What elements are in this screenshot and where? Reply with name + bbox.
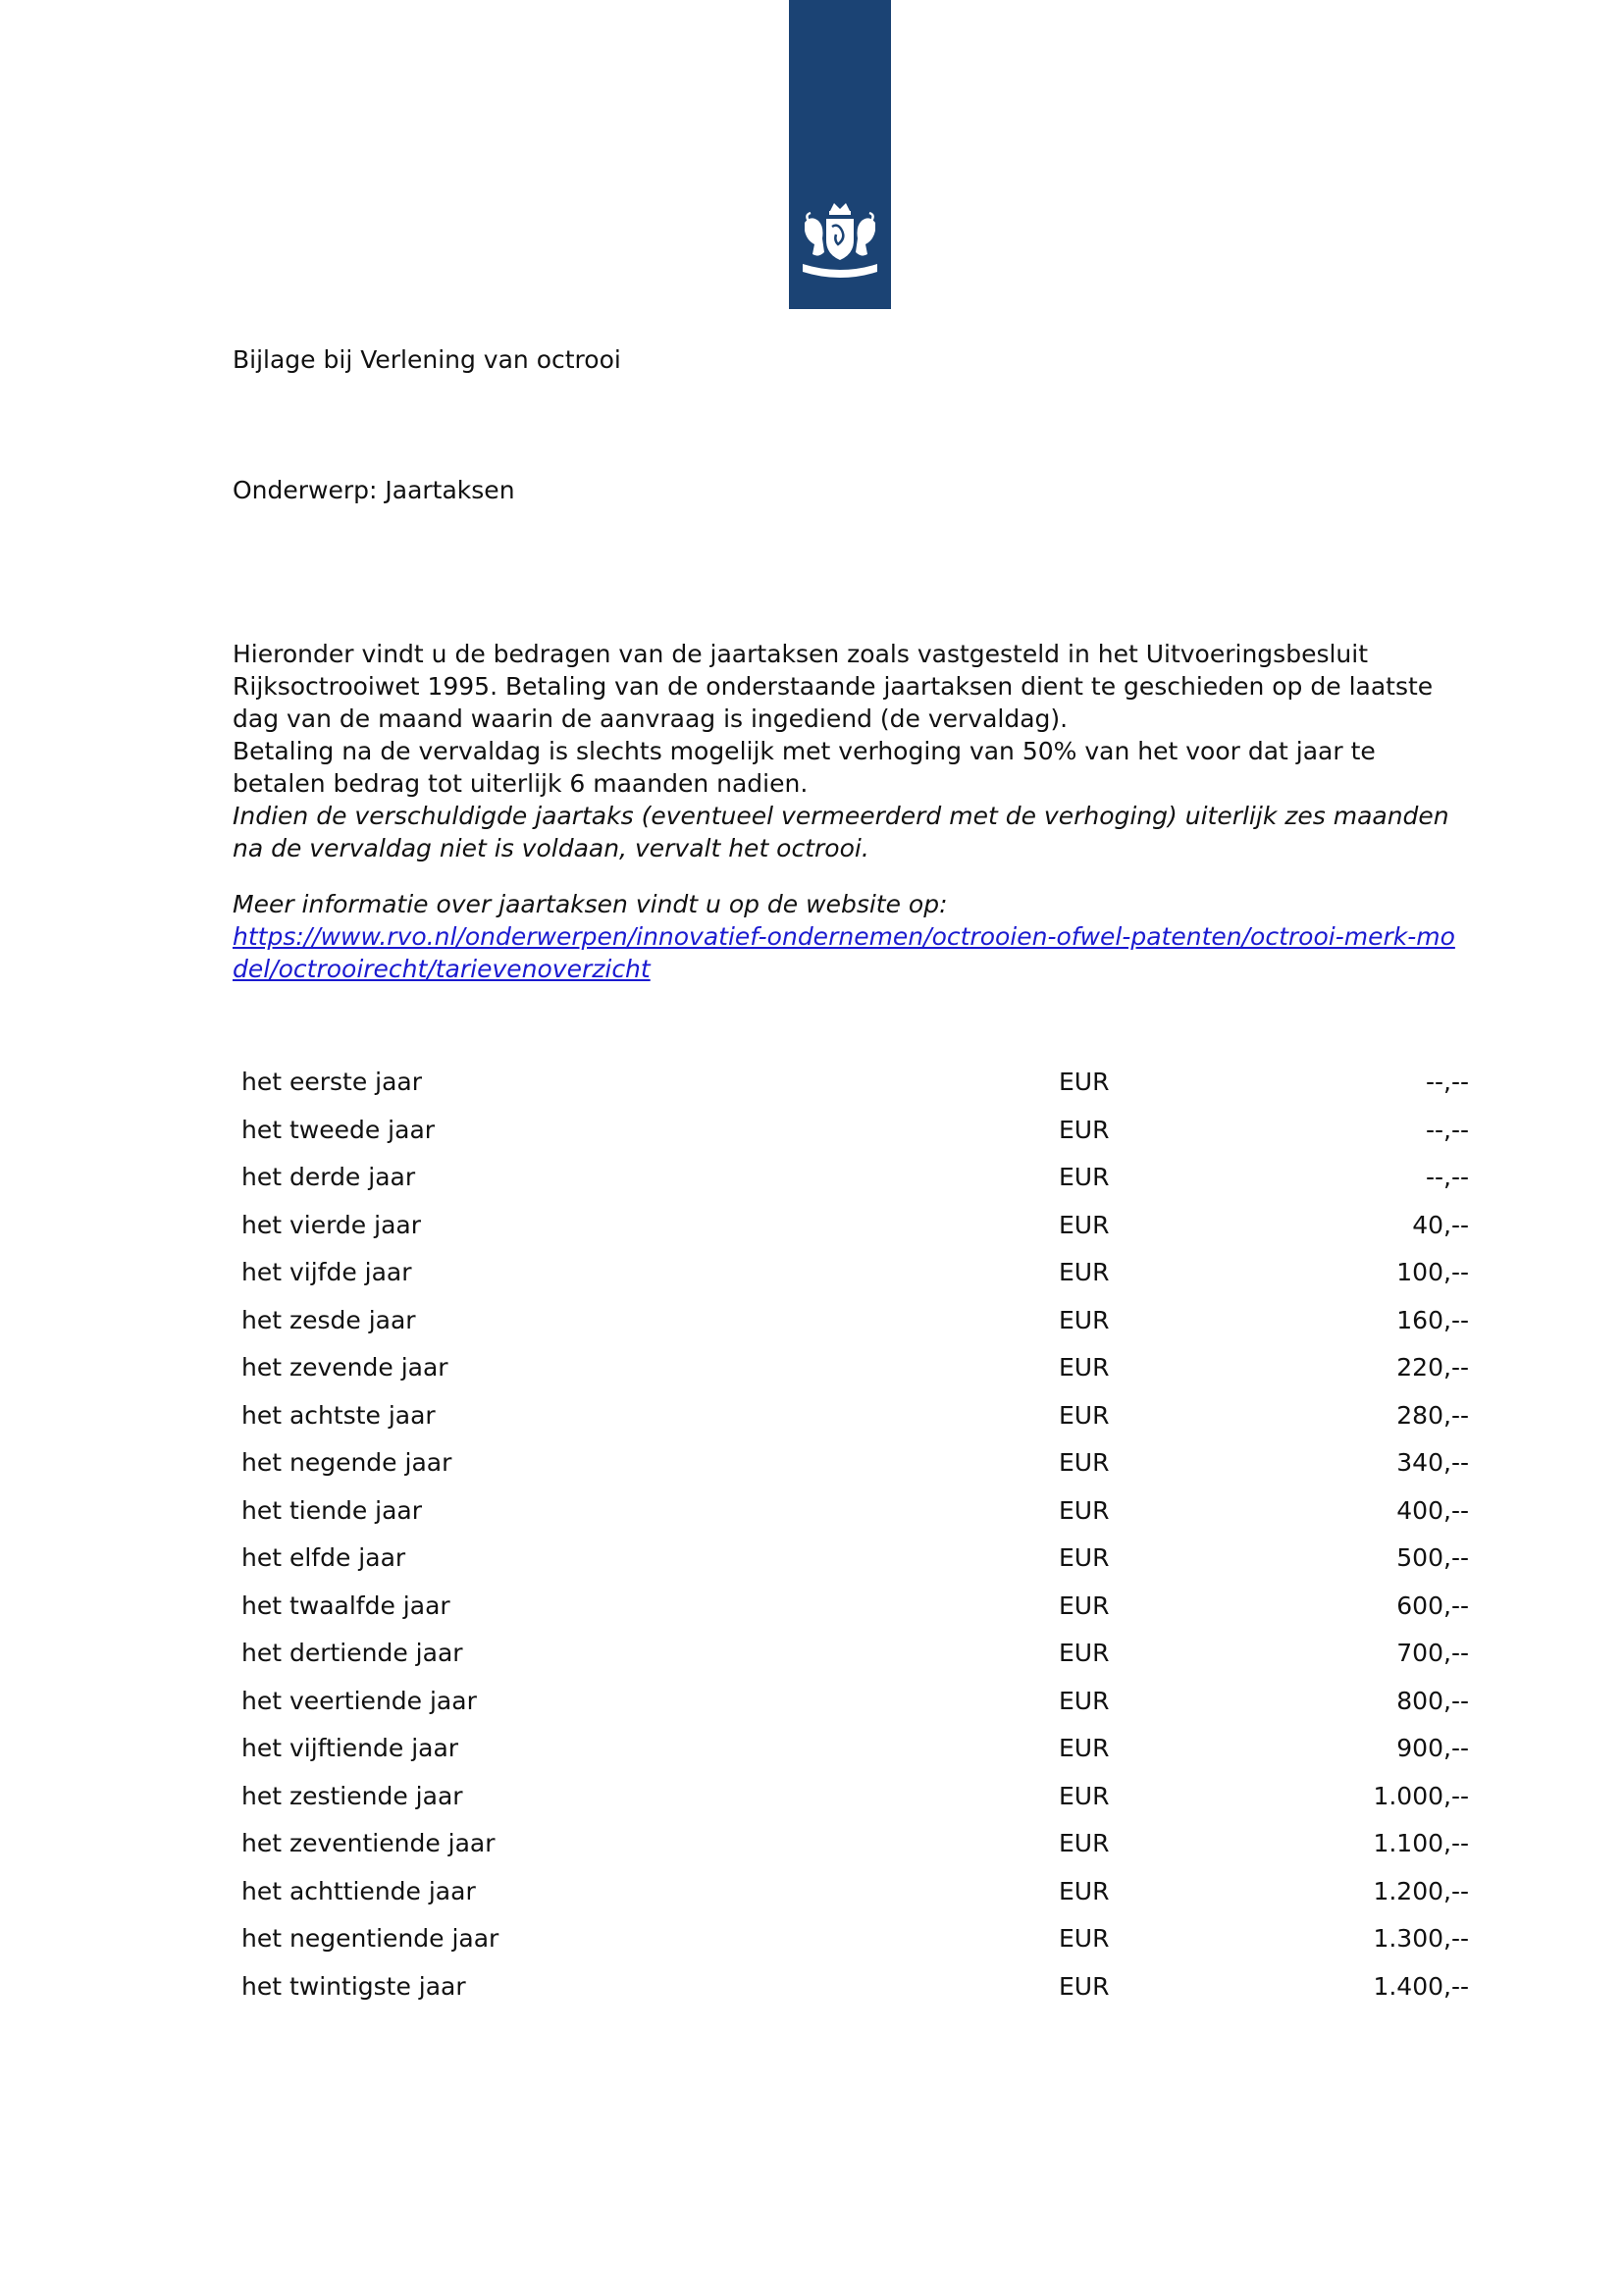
intro-paragraph: Hieronder vindt u de bedragen van de jaartaksen zoals vastgesteld in het Uitvoeringsbesluit Rijksoctrooiwet 1995. Betaling van de onderstaande jaartaksen dient te geschieden op de laatste dag van de maand waarin de aanvraag is ingediend (de vervaldag). (233, 640, 1434, 733)
fee-row (233, 1446, 1469, 1494)
fee-row (233, 1114, 1469, 1162)
fee-amount: 400,-- (1396, 1495, 1469, 1525)
fee-currency: EUR (1059, 1400, 1110, 1430)
fee-row (233, 1685, 1469, 1733)
fee-row (233, 1780, 1469, 1828)
fee-currency: EUR (1059, 1210, 1110, 1239)
fee-year: het achtste jaar (241, 1400, 436, 1430)
fee-amount: 800,-- (1396, 1686, 1469, 1715)
fee-amount: 500,-- (1396, 1543, 1469, 1572)
fee-amount: --,-- (1425, 1115, 1469, 1144)
fee-amount: 340,-- (1396, 1448, 1469, 1477)
fee-year: het tweede jaar (241, 1115, 436, 1144)
fee-year: het elfde jaar (241, 1543, 406, 1572)
fee-currency: EUR (1059, 1876, 1110, 1905)
fee-year: het vierde jaar (241, 1210, 421, 1239)
fee-amount: 40,-- (1412, 1210, 1469, 1239)
fee-row (233, 1066, 1469, 1114)
fee-year: het dertiende jaar (241, 1639, 463, 1667)
fee-year: het zevende jaar (241, 1353, 448, 1382)
fee-currency: EUR (1059, 1734, 1110, 1762)
fee-year: het achttiende jaar (241, 1876, 476, 1905)
fee-row (233, 1637, 1469, 1685)
fee-year: het twintigste jaar (241, 1971, 466, 2001)
fee-currency: EUR (1059, 1163, 1110, 1191)
fee-amount: 1.100,-- (1373, 1829, 1469, 1857)
fee-year: het tiende jaar (241, 1495, 423, 1525)
fee-year: het vijfde jaar (241, 1258, 412, 1286)
fee-year: het zesde jaar (241, 1305, 416, 1334)
fee-amount: --,-- (1425, 1068, 1469, 1096)
fee-year: het zestiende jaar (241, 1781, 463, 1810)
fee-row (233, 1494, 1469, 1542)
fee-currency: EUR (1059, 1495, 1110, 1525)
fee-row (233, 1209, 1469, 1257)
fee-amount: 100,-- (1396, 1258, 1469, 1286)
fee-currency: EUR (1059, 1068, 1110, 1096)
document-subject: Onderwerp: Jaartaksen (233, 476, 515, 504)
fee-currency: EUR (1059, 1829, 1110, 1857)
fee-year: het negentiende jaar (241, 1924, 499, 1953)
paragraph-spacer (233, 864, 1469, 888)
fee-year: het vijftiende jaar (241, 1734, 459, 1762)
fee-row (233, 1399, 1469, 1447)
fee-amount: 600,-- (1396, 1591, 1469, 1620)
fee-row (233, 1875, 1469, 1923)
fee-row (233, 1970, 1469, 2018)
fee-row (233, 1732, 1469, 1780)
fee-amount: 900,-- (1396, 1734, 1469, 1762)
fee-row (233, 1827, 1469, 1875)
fee-currency: EUR (1059, 1971, 1110, 2001)
fee-amount: 1.300,-- (1373, 1924, 1469, 1953)
tariff-overview-link[interactable]: https://www.rvo.nl/onderwerpen/innovatief-ondernemen/octrooien-ofwel-patenten/octrooi-merk-model/octrooirecht/tarievenoverzicht (233, 922, 1455, 983)
more-info-paragraph: Meer informatie over jaartaksen vindt u op de website op: (233, 890, 948, 918)
fee-row (233, 1541, 1469, 1590)
fee-currency: EUR (1059, 1448, 1110, 1477)
fee-year: het negende jaar (241, 1448, 452, 1477)
fee-row (233, 1304, 1469, 1352)
fee-currency: EUR (1059, 1924, 1110, 1953)
fee-row (233, 1161, 1469, 1209)
fee-currency: EUR (1059, 1305, 1110, 1334)
fee-year: het veertiende jaar (241, 1686, 477, 1715)
fee-row (233, 1590, 1469, 1638)
fee-currency: EUR (1059, 1591, 1110, 1620)
fee-row (233, 1922, 1469, 1970)
fee-currency: EUR (1059, 1258, 1110, 1286)
fee-row (233, 1351, 1469, 1399)
annual-fee-table (233, 1066, 1469, 2017)
fee-amount: --,-- (1425, 1163, 1469, 1191)
fee-currency: EUR (1059, 1686, 1110, 1715)
royal-coat-of-arms-icon (795, 201, 885, 282)
fee-currency: EUR (1059, 1115, 1110, 1144)
document-title: Bijlage bij Verlening van octrooi (233, 345, 621, 374)
fee-amount: 160,-- (1396, 1305, 1469, 1334)
fee-amount: 1.000,-- (1373, 1781, 1469, 1810)
surcharge-paragraph: Betaling na de vervaldag is slechts mogelijk met verhoging van 50% van het voor dat jaar te betalen bedrag tot uiterlijk 6 maanden nadien. (233, 737, 1376, 798)
fee-amount: 280,-- (1396, 1400, 1469, 1430)
fee-year: het twaalfde jaar (241, 1591, 450, 1620)
fee-amount: 700,-- (1396, 1639, 1469, 1667)
fee-year: het zeventiende jaar (241, 1829, 496, 1857)
fee-amount: 1.400,-- (1373, 1971, 1469, 2001)
fee-currency: EUR (1059, 1543, 1110, 1572)
fee-amount: 1.200,-- (1373, 1876, 1469, 1905)
lapse-warning-paragraph: Indien de verschuldigde jaartaks (eventueel vermeerderd met de verhoging) uiterlijk zes maanden na de vervaldag niet is voldaan, vervalt het octrooi. (233, 802, 1449, 862)
fee-row (233, 1256, 1469, 1304)
fee-year: het eerste jaar (241, 1068, 423, 1096)
fee-currency: EUR (1059, 1353, 1110, 1382)
fee-year: het derde jaar (241, 1163, 416, 1191)
fee-currency: EUR (1059, 1639, 1110, 1667)
intro-text (233, 638, 1469, 985)
fee-currency: EUR (1059, 1781, 1110, 1810)
government-logo-banner (789, 0, 891, 309)
fee-amount: 220,-- (1396, 1353, 1469, 1382)
